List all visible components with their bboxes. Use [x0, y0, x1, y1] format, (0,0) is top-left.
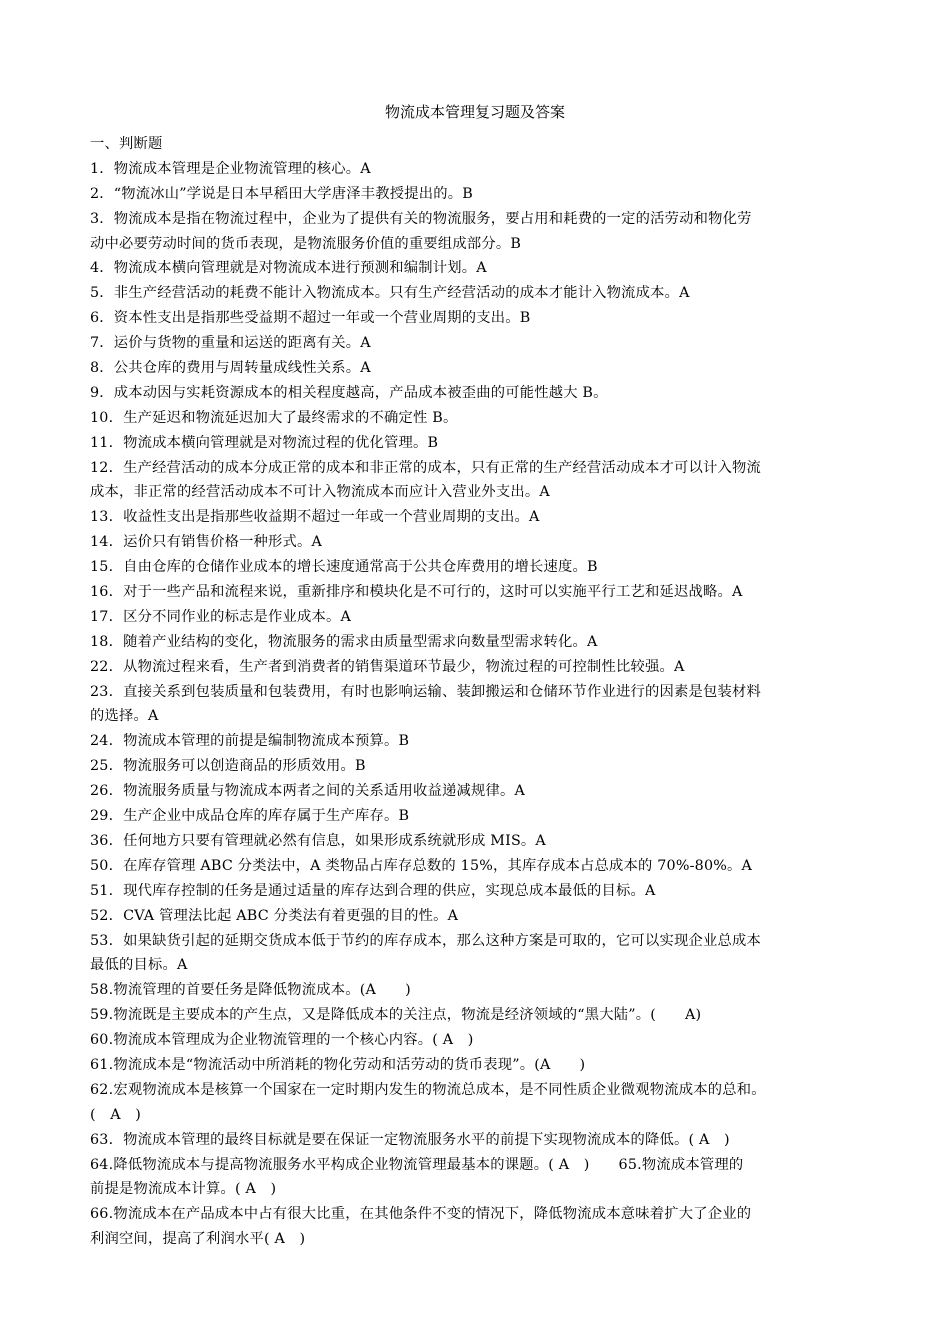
- question-line: 前提是物流成本计算。( A ): [90, 1181, 277, 1198]
- question-line: 17．区分不同作业的标志是作业成本。A: [90, 608, 352, 625]
- question-item: [90, 530, 862, 555]
- question-item: [90, 157, 862, 182]
- question-line: 25．物流服务可以创造商品的形质效用。B: [90, 758, 366, 775]
- question-item: [90, 630, 862, 655]
- question-line: 63．物流成本管理的最终目标就是要在保证一定物流服务水平的前提下实现物流成本的降低。( A ): [90, 1131, 730, 1148]
- question-line: 24．物流成本管理的前提是编制物流成本预算。B: [90, 733, 410, 750]
- question-line: 53．如果缺货引起的延期交货成本低于节约的库存成本，那么这种方案是可取的，它可以实现企业总成本: [90, 932, 761, 949]
- question-item: [90, 1028, 862, 1053]
- question-line: 利润空间，提高了利润水平( A ): [90, 1231, 306, 1248]
- question-item: [90, 729, 862, 754]
- question-item: [90, 256, 862, 281]
- question-line: 3．物流成本是指在物流过程中，企业为了提供有关的物流服务，要占用和耗费的一定的活劳动和物化劳: [90, 210, 752, 227]
- question-item: [90, 854, 862, 879]
- question-item: [90, 829, 862, 854]
- question-line: 15．自由仓库的仓储作业成本的增长速度通常高于公共仓库费用的增长速度。B: [90, 559, 598, 576]
- question-item: [90, 1053, 862, 1078]
- question-line: 10．生产延迟和物流延迟加大了最终需求的不确定性 B。: [90, 409, 458, 426]
- question-item: [90, 929, 862, 979]
- question-item: [90, 406, 862, 431]
- section-heading: 一、判断题: [90, 136, 163, 152]
- question-item: [90, 431, 862, 456]
- question-line: ( A ): [90, 1106, 142, 1123]
- question-item: [90, 655, 862, 680]
- question-line: 16．对于一些产品和流程来说，重新排序和模块化是不可行的，这时可以实施平行工艺和延迟战略。A: [90, 584, 743, 601]
- question-line: 8．公共仓库的费用与周转量成线性关系。A: [90, 360, 371, 377]
- question-line: 5．非生产经营活动的耗费不能计入物流成本。只有生产经营活动的成本才能计入物流成本。A: [90, 285, 690, 302]
- question-list: [90, 157, 862, 1252]
- question-line: 23．直接关系到包装质量和包装费用，有时也影响运输、装卸搬运和仓储环节作业进行的因素是包装材料: [90, 683, 761, 700]
- question-line: 成本，非正常的经营活动成本不可计入物流成本而应计入营业外支出。A: [90, 484, 550, 501]
- question-line: 66.物流成本在产品成本中占有很大比重，在其他条件不变的情况下，降低物流成本意味着扩大了企业的: [90, 1206, 752, 1223]
- question-line: 14．运价只有销售价格一种形式。A: [90, 534, 323, 551]
- question-item: [90, 331, 862, 356]
- question-line: 52．CVA 管理法比起 ABC 分类法有着更强的目的性。A: [90, 907, 459, 924]
- page-title: 物流成本管理复习题及答案: [384, 103, 565, 121]
- question-item: [90, 879, 862, 904]
- question-line: 18．随着产业结构的变化，物流服务的需求由质量型需求向数量型需求转化。A: [90, 633, 598, 650]
- question-line: 51．现代库存控制的任务是通过适量的库存达到合理的供应，实现总成本最低的目标。A: [90, 882, 656, 899]
- question-line: 29．生产企业中成品仓库的库存属于生产库存。B: [90, 808, 410, 825]
- question-line: 12．生产经营活动的成本分成正常的成本和非正常的成本，只有正常的生产经营活动成本才可以计入物流: [90, 459, 761, 476]
- question-item: [90, 555, 862, 580]
- question-item: [90, 754, 862, 779]
- question-line: 9．成本动因与实耗资源成本的相关程度越高，产品成本被歪曲的可能性越大 B。: [90, 384, 608, 401]
- question-item: [90, 207, 862, 257]
- question-item: [90, 1202, 862, 1252]
- question-line: 11．物流成本横向管理就是对物流过程的优化管理。B: [90, 434, 439, 451]
- question-line: 最低的目标。A: [90, 957, 188, 974]
- document-body: [90, 132, 862, 1252]
- question-line: 50．在库存管理 ABC 分类法中，A 类物品占库存总数的 15%，其库存成本占总成本的 70%-80%。A: [90, 857, 753, 874]
- question-line: 1．物流成本管理是企业物流管理的核心。A: [90, 160, 371, 177]
- question-line: 6．资本性支出是指那些受益期不超过一年或一个营业周期的支出。B: [90, 310, 531, 327]
- question-item: [90, 1003, 862, 1028]
- question-line: 22．从物流过程来看，生产者到消费者的销售渠道环节最少，物流过程的可控制性比较强。A: [90, 658, 685, 675]
- question-line: 4．物流成本横向管理就是对物流成本进行预测和编制计划。A: [90, 260, 487, 277]
- question-item: [90, 1078, 862, 1128]
- question-line: 36．任何地方只要有管理就必然有信息，如果形成系统就形成 MIS。A: [90, 832, 546, 849]
- question-line: 64.降低物流成本与提高物流服务水平构成企业物流管理最基本的课题。( A ) 65.物流成本管理的: [90, 1156, 744, 1173]
- question-line: 62.宏观物流成本是核算一个国家在一定时期内发生的物流总成本，是不同性质企业微观物流成本的总和。: [90, 1081, 766, 1098]
- question-line: 60.物流成本管理成为企业物流管理的一个核心内容。( A ): [90, 1032, 474, 1049]
- question-item: [90, 281, 862, 306]
- question-item: [90, 306, 862, 331]
- question-item: [90, 904, 862, 929]
- question-item: [90, 1153, 862, 1203]
- question-line: 动中必要劳动时间的货币表现，是物流服务价值的重要组成部分。B: [90, 235, 522, 252]
- question-item: [90, 381, 862, 406]
- question-line: 26．物流服务质量与物流成本两者之间的关系适用收益递减规律。A: [90, 783, 526, 800]
- question-item: [90, 804, 862, 829]
- question-item: [90, 356, 862, 381]
- question-item: [90, 1128, 862, 1153]
- question-item: [90, 779, 862, 804]
- question-item: [90, 456, 862, 506]
- question-line: 61.物流成本是“物流活动中所消耗的物化劳动和活劳动的货币表现”。(A ): [90, 1056, 586, 1073]
- question-line: 的选择。A: [90, 708, 159, 725]
- question-item: [90, 680, 862, 730]
- question-item: [90, 580, 862, 605]
- question-line: 7．运价与货物的重量和运送的距离有关。A: [90, 335, 371, 352]
- question-line: 2．“物流冰山”学说是日本早稻田大学唐泽丰教授提出的。B: [90, 185, 473, 202]
- question-item: [90, 978, 862, 1003]
- question-item: [90, 182, 862, 207]
- question-item: [90, 505, 862, 530]
- question-line: 13．收益性支出是指那些收益期不超过一年或一个营业周期的支出。A: [90, 509, 540, 526]
- question-line: 59.物流既是主要成本的产生点，又是降低成本的关注点，物流是经济领域的“黑大陆”。( A): [90, 1007, 702, 1024]
- question-line: 58.物流管理的首要任务是降低物流成本。(A ): [90, 982, 411, 999]
- question-item: [90, 605, 862, 630]
